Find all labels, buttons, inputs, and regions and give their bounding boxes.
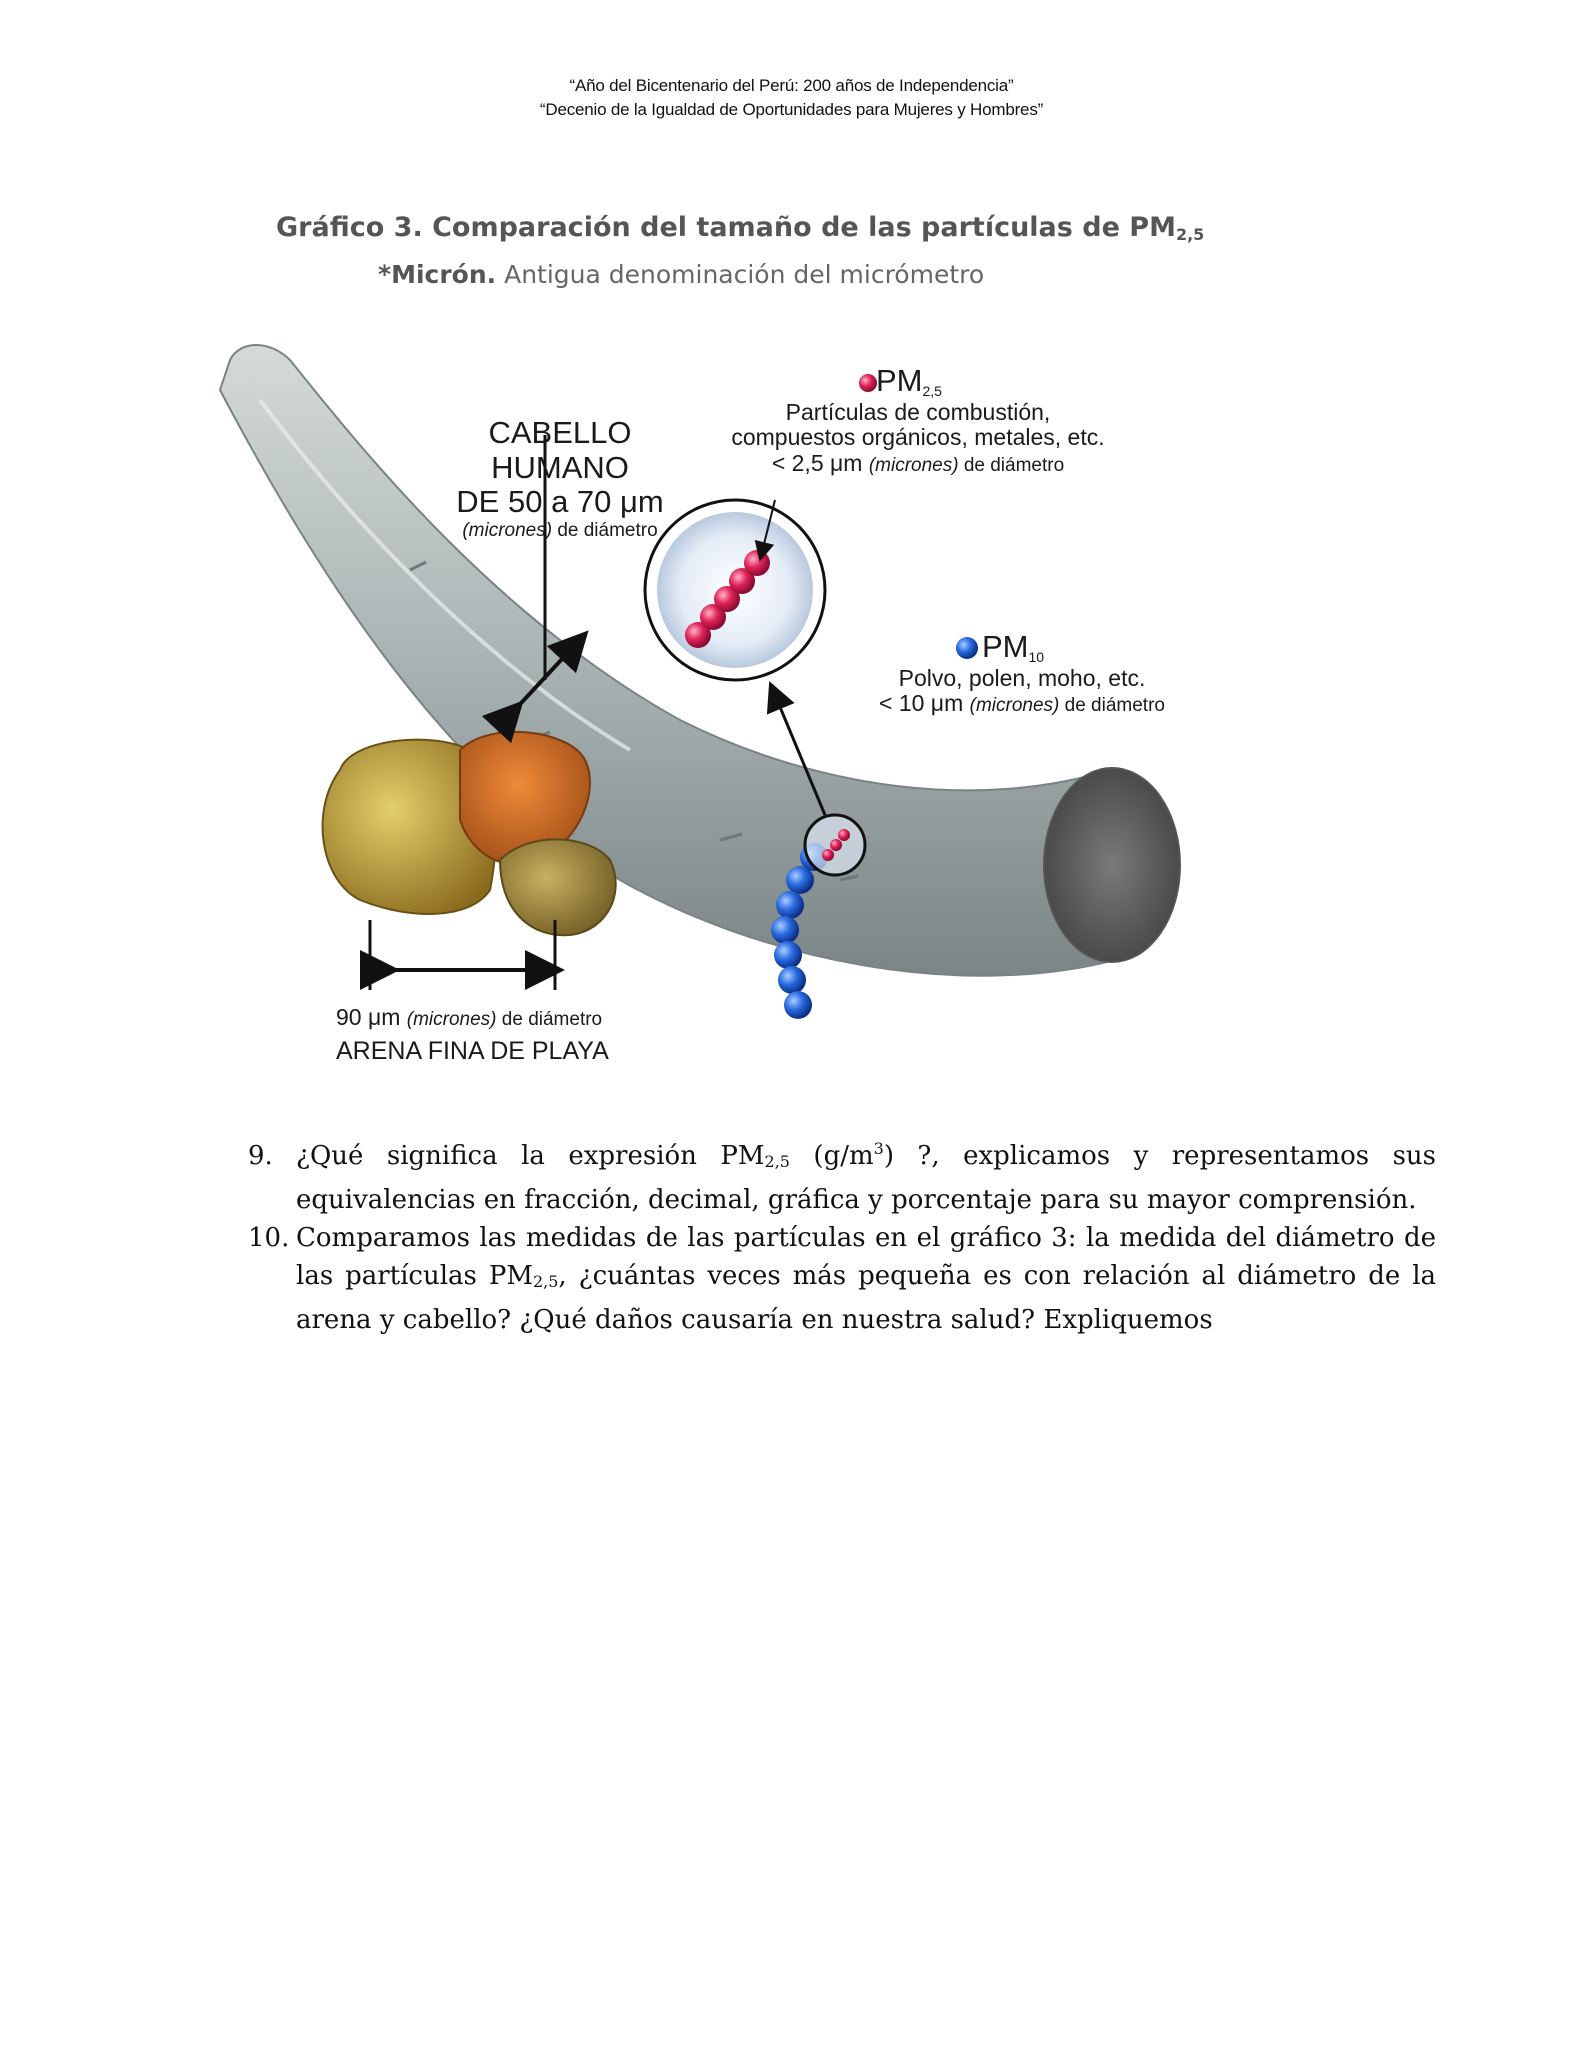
hair-cross-section (1044, 768, 1180, 962)
pm25-label: $PM_{2,5}$ Partículas de combustión, compuestos orgánicos, metales, etc. < 2,5 μm (micrones) de diámetro (731, 363, 1105, 477)
question-9: 9. ¿Qué significa la expresión $PM_{2,5}$ $(g/m^3)$ ?, explicamos y representamos sus equivalencias en fracción, decimal, gráfica y porcentaje para su mayor comprensión. (248, 1139, 1436, 1215)
header-line-1: “Año del Bicentenario del Perú: 200 años de Independencia” (569, 76, 1014, 95)
figure-title: Gráfico 3. Comparación del tamaño de las partículas de $PM_{2,5}$ (276, 212, 1205, 244)
header-line-2: “Decenio de la Igualdad de Oportunidades para Mujeres y Hombres” (539, 100, 1044, 119)
question-10: 10. Comparamos las medidas de las partículas en el gráfico 3: la medida del diámetro de las partículas $PM_{2,5}$, ¿cuántas veces más pequeña es con relación al diámetro de la arena y cabello? ¿Qué daños causaría en nuestra salud? Expliquemos (248, 1223, 1437, 1335)
sand-grains (323, 732, 616, 935)
sand-width-arrow (370, 920, 555, 990)
hair-label: CABELLO HUMANO DE 50 a 70 μm (micrones) de diámetro (456, 415, 664, 542)
pm25-small-highlight (805, 815, 865, 875)
sand-label: 90 μm (micrones) de diámetro ARENA FINA DE PLAYA (336, 1004, 609, 1065)
pm10-label: $PM_{10}$ Polvo, polen, moho, etc. < 10 μm (micrones) de diámetro (879, 629, 1165, 717)
figure-subtitle: *Micrón. Antigua denominación del micrómetro (378, 260, 985, 289)
questions-list (248, 1137, 1436, 1339)
